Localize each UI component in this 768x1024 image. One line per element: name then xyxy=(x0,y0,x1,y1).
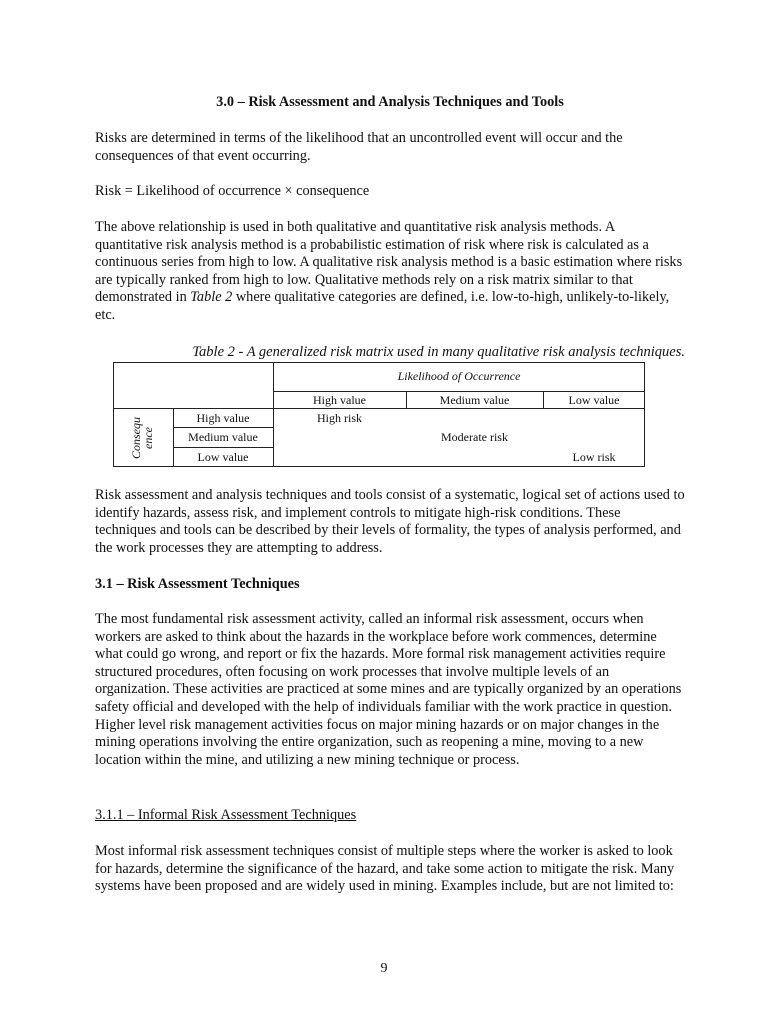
column-low-value: Low value xyxy=(568,393,620,407)
section-heading-3-0: 3.0 – Risk Assessment and Analysis Techniques and Tools xyxy=(216,94,564,110)
column-medium-value: Medium value xyxy=(439,393,510,407)
row-medium-value: Medium value xyxy=(188,430,258,444)
paragraph-risk-definition: Risks are determined in terms of the likelihood that an uncontrolled event will occur and the consequences of that event occurring. xyxy=(95,130,623,164)
table-reference: Table 2 xyxy=(190,289,233,306)
column-high-value: High value xyxy=(313,393,366,407)
paragraph-text-end: where qualitative categories are defined, i.e. low-to-high, unlikely-to-likely, etc. xyxy=(95,289,670,323)
cell-low-risk: Low risk xyxy=(572,450,616,464)
risk-formula: Risk = Likelihood of occurrence × consequence xyxy=(95,183,370,199)
section-heading-3-1: 3.1 – Risk Assessment Techniques xyxy=(95,576,300,592)
paragraph-informal-assessment: The most fundamental risk assessment activity, called an informal risk assessment, occurs when workers are asked to think about the hazards in the workplace before work commences, determine what could go wrong, and report or fix the hazards. More formal risk management activities require structured procedures, often focusing on work processes that involve multiple levels of an organization. These activities are practiced at some mines and are typically organized by an operations safety official and developed with the help of individuals familiar with the work practice in question. Higher level risk management activities focus on major mining hazards or on major changes in the mining operations involving the entire organization, such as reopening a mine, moving to a new location within the mine, and utilizing a new mining technique or process. xyxy=(95,611,682,768)
table-caption: Table 2 - A generalized risk matrix used in many qualitative risk analysis techniques. xyxy=(192,344,685,360)
paragraph-text-start: The above relationship is used in both qualitative and quantitative risk analysis methods. A quantitative risk analysis method is a probabilistic estimation of risk where risk is calculated as a continuous series from high to low. A qualitative risk analysis method is a basic estimation where risks are typically ranked from high to low. Qualitative methods rely on a risk matrix similar to that demonstrated in xyxy=(95,219,683,306)
row-high-value: High value xyxy=(196,411,250,425)
consequence-header-cell xyxy=(113,408,173,467)
row-low-value: Low value xyxy=(197,450,249,464)
paragraph-techniques-tools: Risk assessment and analysis techniques and tools consist of a systematic, logical set of actions used to identify hazards, assess risk, and implement controls to mitigate high-risk conditions. These techniques and tools can be described by their levels of formality, the types of analysis performed, and the work processes they are attempting to address. xyxy=(95,487,685,556)
section-heading-3-1-1: 3.1.1 – Informal Risk Assessment Techniques xyxy=(95,807,357,823)
paragraph-risk-methods xyxy=(95,219,685,325)
risk-matrix-table xyxy=(113,362,645,467)
likelihood-header: Likelihood of Occurrence xyxy=(397,369,521,383)
page-number: 9 xyxy=(380,961,388,976)
paragraph-informal-techniques: Most informal risk assessment techniques consist of multiple steps where the worker is asked to look for hazards, determine the significance of the hazard, and take some action to mitigate the risk. Many systems have been proposed and are widely used in mining. Examples include, but are not limited to: xyxy=(95,843,675,895)
consequence-header: Consequ ence xyxy=(129,417,155,459)
cell-high-risk: High risk xyxy=(317,411,362,425)
cell-moderate-risk: Moderate risk xyxy=(441,430,508,444)
